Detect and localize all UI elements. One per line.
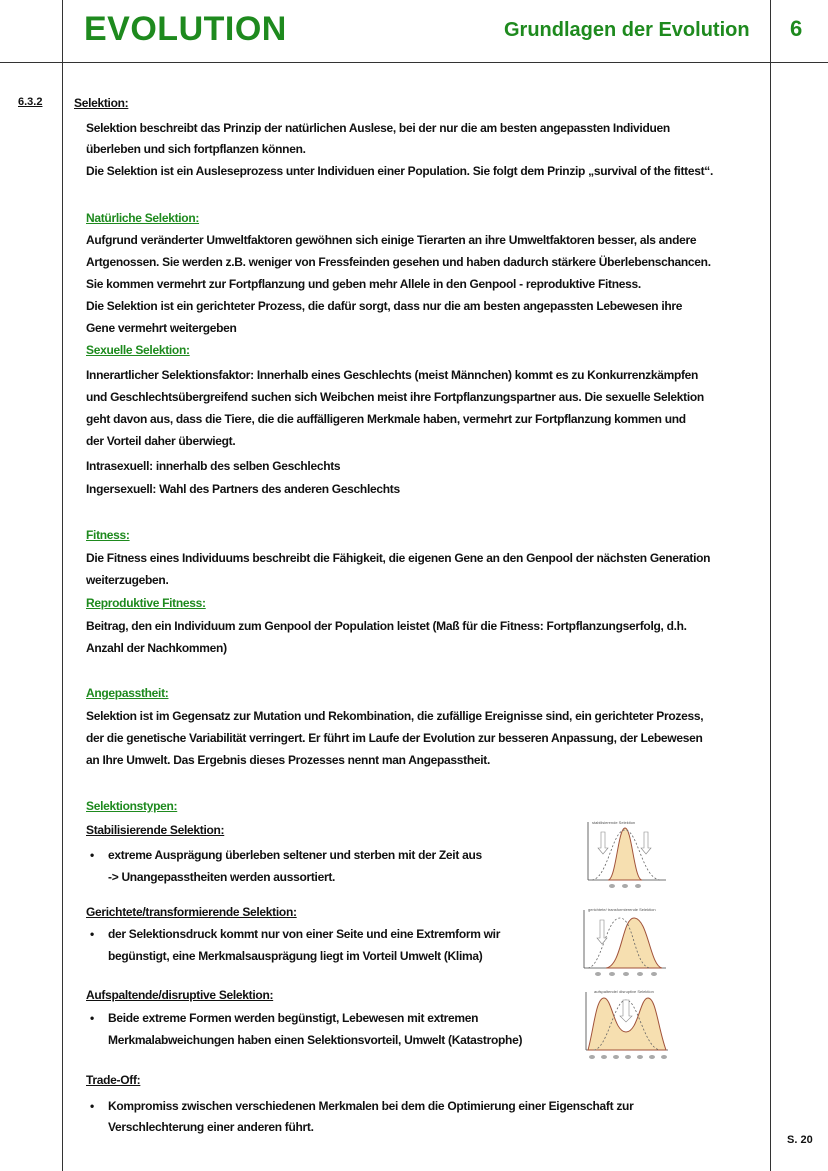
text-line: geht davon aus, dass die Tiere, die die auffälligeren Merkmale haben, vermehrt zur Fortpflanzung kommen und: [86, 412, 686, 426]
text-line: und Geschlechtsübergreifend suchen sich Weibchen meist ihre Fortpflanzungspartner aus. Die sexuelle Selektion: [86, 390, 704, 404]
heading-sexuelle-selektion: Sexuelle Selektion:: [86, 343, 190, 357]
header-divider: [0, 62, 828, 63]
bullet: •: [90, 1011, 94, 1025]
text-line: -> Unangepasstheiten werden aussortiert.: [108, 870, 336, 884]
text-line: der Vorteil daher überwiegt.: [86, 434, 236, 448]
text-line: Die Selektion ist ein gerichteter Prozess, die dafür sorgt, dass nur die am besten angepassten Lebewesen ihre: [86, 299, 683, 313]
text-line: Sie kommen vermehrt zur Fortpflanzung und geben mehr Allele in den Genpool - reproduktive Fitness.: [86, 277, 641, 291]
text-line: Selektion beschreibt das Prinzip der natürlichen Auslese, bei der nur die am besten angepassten Individuen: [86, 121, 670, 135]
text-line: begünstigt, eine Merkmalsausprägung liegt im Vorteil Umwelt (Klima): [108, 949, 483, 963]
page-number: S. 20: [787, 1134, 813, 1146]
heading-reproduktive-fitness: Reproduktive Fitness:: [86, 596, 206, 610]
heading-selektionstypen: Selektionstypen:: [86, 799, 178, 813]
figure-label: stabilisierende Selektion: [592, 820, 636, 825]
chapter-number: 6: [790, 16, 803, 41]
text-line: Kompromiss zwischen verschiedenen Merkmalen bei dem die Optimierung einer Eigenschaft zur: [108, 1099, 634, 1113]
text-line: der Selektionsdruck kommt nur von einer Seite und eine Extremform wir: [108, 927, 501, 941]
heading-fitness: Fitness:: [86, 528, 130, 542]
text-line: Gene vermehrt weitergeben: [86, 321, 237, 335]
directional-selection-diagram: [578, 906, 670, 978]
bullet: •: [90, 927, 94, 941]
text-line: Innerartlicher Selektionsfaktor: Innerhalb eines Geschlechts (meist Männchen) kommt es zu Konkurrenzkämpfen: [86, 368, 699, 382]
text-line: weiterzugeben.: [86, 573, 169, 587]
heading-stabilisierende-selektion: Stabilisierende Selektion:: [86, 823, 225, 837]
text-line: Selektion ist im Gegensatz zur Mutation und Rekombination, die zufällige Ereignisse sind, ein gerichteter Prozess,: [86, 709, 704, 723]
heading-selektion: Selektion:: [74, 96, 129, 110]
bullet: •: [90, 848, 94, 862]
text-line: Aufgrund veränderter Umweltfaktoren gewöhnen sich einige Tierarten an ihre Umweltfaktoren besser, als andere: [86, 233, 697, 247]
text-line: Artgenossen. Sie werden z.B. weniger von Fressfeinden gesehen und haben dadurch stärkere Überlebenschancen.: [86, 255, 711, 269]
text-line: Beide extreme Formen werden begünstigt, Lebewesen mit extremen: [108, 1011, 479, 1025]
disruptive-selection-diagram: [580, 988, 672, 1062]
text-line: der die genetische Variabilität verringert. Er führt im Laufe der Evolution zur besseren Anpassung, der Lebewesen: [86, 731, 703, 745]
text-line: an Ihre Umwelt. Das Ergebnis dieses Prozesses nennt man Angepasstheit.: [86, 753, 491, 767]
text-line: Ingersexuell: Wahl des Partners des anderen Geschlechts: [86, 482, 400, 496]
section-number: 6.3.2: [18, 96, 43, 108]
bullet: •: [90, 1099, 94, 1113]
text-line: Intrasexuell: innerhalb des selben Geschlechts: [86, 459, 341, 473]
left-margin-line: [62, 0, 63, 1171]
heading-natuerliche-selektion: Natürliche Selektion:: [86, 211, 200, 225]
text-line: Beitrag, den ein Individuum zum Genpool der Population leistet (Maß für die Fitness: Fortpflanzungserfolg, d.h.: [86, 619, 687, 633]
heading-gerichtete-selektion: Gerichtete/transformierende Selektion:: [86, 905, 297, 919]
page-title: EVOLUTION: [84, 10, 287, 48]
text-line: Merkmalabweichungen haben einen Selektionsvorteil, Umwelt (Katastrophe): [108, 1033, 523, 1047]
heading-disruptive-selektion: Aufspaltende/disruptive Selektion:: [86, 988, 274, 1002]
figure-label: gerichtete/ transformierende Selektion: [588, 907, 656, 912]
right-margin-line: [770, 0, 771, 1171]
figure-label: aufspaltende/ disruptive Selektion: [594, 989, 654, 994]
text-line: Verschlechterung einer anderen führt.: [108, 1120, 314, 1134]
page-subtitle: Grundlagen der Evolution: [504, 19, 750, 41]
text-line: extreme Ausprägung überleben seltener und sterben mit der Zeit aus: [108, 848, 482, 862]
heading-trade-off: Trade-Off:: [86, 1073, 141, 1087]
text-line: überleben und sich fortpflanzen können.: [86, 142, 306, 156]
heading-angepasstheit: Angepasstheit:: [86, 686, 169, 700]
text-line: Die Selektion ist ein Ausleseprozess unter Individuen einer Population. Sie folgt dem Prinzip „survival of the fittest“.: [86, 164, 714, 178]
text-line: Anzahl der Nachkommen): [86, 641, 227, 655]
stabilizing-selection-diagram: [580, 818, 670, 890]
text-line: Die Fitness eines Individuums beschreibt die Fähigkeit, die eigenen Gene an den Genpool der nächsten Generation: [86, 551, 711, 565]
